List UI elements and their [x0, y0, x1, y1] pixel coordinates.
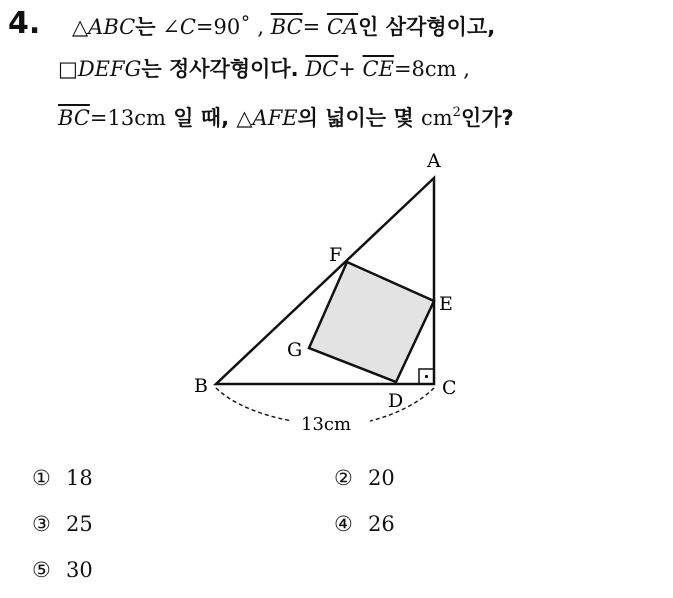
triangle-symbol-2: △ — [236, 106, 253, 130]
segment-ce: $\overline{CE}$ — [362, 57, 394, 81]
bc-dimension-arc — [216, 388, 292, 421]
option-1-mark: ① — [32, 466, 51, 490]
option-2[interactable] — [334, 466, 395, 490]
segment-ca: $\overline{CA}$ — [326, 15, 359, 39]
option-4-mark: ④ — [334, 512, 353, 536]
option-5-mark: ⑤ — [32, 558, 51, 582]
option-4-value: 26 — [368, 512, 395, 536]
segment-bc-2: $\overline{BC}$ — [58, 106, 90, 130]
option-2-mark: ② — [334, 466, 353, 490]
unit-cm: cm — [420, 106, 453, 130]
angle-value: =90˚ , — [195, 15, 265, 39]
option-1[interactable] — [32, 466, 93, 490]
line3-when: 일 때, — [165, 106, 237, 130]
line3-tail: 인가? — [460, 106, 514, 130]
option-1-value: 18 — [66, 466, 93, 490]
sum-value: =8cm , — [393, 57, 470, 81]
right-angle-dot — [425, 375, 428, 378]
option-5[interactable] — [32, 558, 93, 582]
square-defg: DEFG — [77, 57, 142, 81]
triangle-afe: AFE — [252, 106, 298, 130]
plus-sign: + — [338, 57, 356, 81]
label-a: A — [427, 150, 441, 172]
question-line-3 — [58, 98, 514, 133]
option-4[interactable] — [334, 512, 395, 536]
bc-length-label: 13cm — [301, 414, 352, 435]
line2-mid: 는 정사각형이다. — [141, 57, 299, 81]
particle-nun: 는 — [135, 15, 156, 39]
label-d: D — [388, 390, 404, 412]
angle-c: C — [179, 15, 196, 39]
equals-sign: = — [302, 15, 321, 39]
question-line-2 — [58, 54, 470, 84]
option-5-value: 30 — [66, 558, 93, 582]
option-2-value: 20 — [368, 466, 395, 490]
unit-exponent: 2 — [452, 105, 461, 120]
triangle-symbol: △ — [72, 15, 89, 39]
angle-symbol: ∠ — [162, 15, 180, 39]
square-symbol: □ — [58, 57, 78, 81]
segment-bc: $\overline{BC}$ — [270, 15, 303, 39]
segment-dc: $\overline{DC}$ — [305, 57, 339, 81]
question-line-1 — [72, 12, 495, 42]
option-3-mark: ③ — [32, 512, 51, 536]
label-c: C — [442, 377, 457, 399]
option-3[interactable] — [32, 512, 93, 536]
question-number: 4. — [8, 6, 41, 41]
label-b: B — [194, 375, 208, 397]
label-g: G — [287, 339, 303, 361]
line3-area: 의 넓이는 몇 — [297, 106, 421, 130]
triangle-abc: ABC — [88, 15, 136, 39]
bc-value: =13cm — [89, 106, 166, 130]
label-e: E — [439, 293, 453, 315]
option-3-value: 25 — [66, 512, 93, 536]
line1-tail: 인 삼각형이고, — [358, 15, 496, 39]
label-f: F — [329, 244, 343, 266]
geometry-figure — [180, 143, 480, 443]
